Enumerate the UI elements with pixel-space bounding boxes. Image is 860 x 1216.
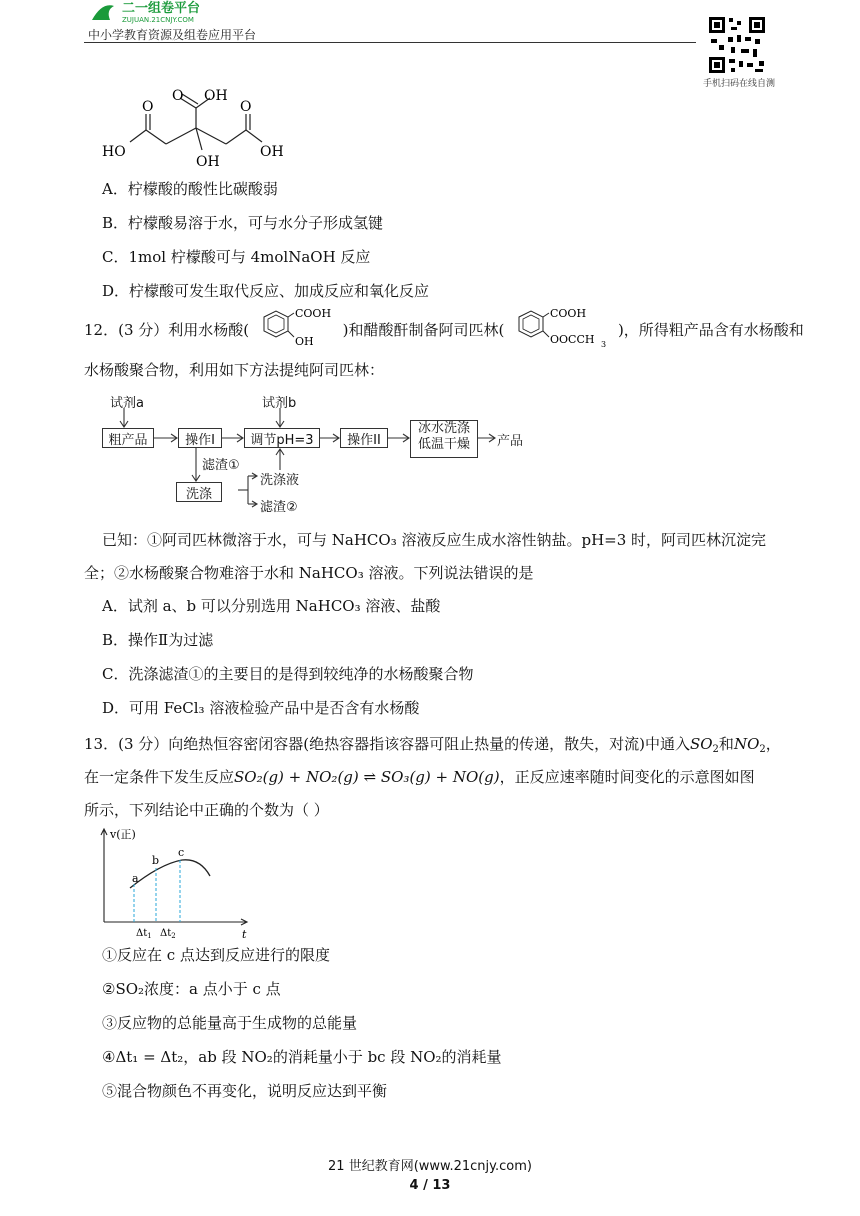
q12-known-line1: 已知：①阿司匹林微溶于水，可与 NaHCO₃ 溶液反应生成水溶性钠盐。pH=3 时，阿司匹林沉淀完 <box>102 531 767 549</box>
operation2-box: 操作II <box>340 428 388 448</box>
q13-statement-1: ①反应在 c 点达到反应进行的限度 <box>102 946 330 964</box>
q11-option-d: D．柠檬酸可发生取代反应、加成反应和氧化反应 <box>102 282 430 300</box>
product-label: 产品 <box>497 434 524 449</box>
footer-site: 21 世纪教育网(www.21cnjy.com) <box>328 1159 532 1174</box>
q13-statement-2: ②SO₂浓度：a 点小于 c 点 <box>102 980 281 998</box>
page-number: 4 / 13 <box>409 1178 451 1193</box>
q12-stem-line2: 水杨酸聚合物，利用如下方法提纯阿司匹林： <box>84 361 385 379</box>
q13-stem-line1: 13．(3 分）向绝热恒容密闭容器(绝热容器指该容器可阻止热量的传递，散失，对流)中通入$SO_2$和$NO_2$， <box>84 735 781 755</box>
wash-dry-line2: 低温干燥 <box>417 437 470 452</box>
q13-stem-line3: 所示，下列结论中正确的个数为（ ） <box>84 801 329 819</box>
structure-label: O <box>240 99 252 115</box>
q12-known-line2: 全；②水杨酸聚合物难溶于水和 NaHCO₃ 溶液。下列说法错误的是 <box>84 564 534 582</box>
aspirin-structure <box>509 309 613 349</box>
structure-label: OH <box>260 144 284 160</box>
structure-label: O <box>142 99 154 115</box>
q12-stem-c: )，所得粗产品含有水杨酸和 <box>617 321 804 339</box>
q11-option-b: B．柠檬酸易溶于水，可与水分子形成氢键 <box>102 214 384 232</box>
logo-runner-icon <box>92 5 114 20</box>
point-a-label: a <box>132 872 139 885</box>
rate-time-graph <box>96 826 256 942</box>
y-axis-label: v(正) <box>110 828 136 841</box>
wash-dry-line1: 冰水洗涤 <box>417 421 470 436</box>
q12-stem-b: )和醋酸酐制备阿司匹林( <box>342 321 505 339</box>
residue2-label: 滤渣② <box>260 500 298 515</box>
reagent-a-label: 试剂a <box>110 396 144 411</box>
q12-option-c: C．洗涤滤渣①的主要目的是得到较纯净的水杨酸聚合物 <box>102 665 474 683</box>
q12-stem-a: 12．(3 分）利用水杨酸( <box>84 321 250 339</box>
asp-label: COOH <box>550 309 587 320</box>
q12-option-b: B．操作Ⅱ为过滤 <box>102 631 214 649</box>
q13-statement-5: ⑤混合物颜色不再变化，说明反应达到平衡 <box>102 1082 388 1100</box>
asp-label: 3 <box>601 340 607 349</box>
citric-acid-structure <box>100 84 300 174</box>
structure-label: OH <box>196 154 220 170</box>
structure-label: O <box>172 88 184 104</box>
wash-dry-box <box>410 420 478 458</box>
q13-statement-3: ③反应物的总能量高于生成物的总能量 <box>102 1014 358 1032</box>
reagent-b-label: 试剂b <box>262 396 297 411</box>
point-b-label: b <box>152 854 160 867</box>
point-c-label: c <box>178 846 185 859</box>
logo-text: 二一组卷平台 <box>122 1 201 16</box>
operation1-box: 操作I <box>178 428 222 448</box>
crude-product-box: 粗产品 <box>102 428 154 448</box>
residue1-label: 滤渣① <box>202 458 240 473</box>
qr-caption: 手机扫码在线自测 <box>702 79 775 89</box>
header-rule <box>84 42 696 43</box>
qr-code-icon <box>707 15 767 75</box>
wash-liquid-label: 洗涤液 <box>260 473 300 488</box>
reaction-equation: SO₂(g) + NO₂(g) ⇌ SO₃(g) + NO(g) <box>234 768 500 786</box>
q11-option-c: C．1mol 柠檬酸可与 4molNaOH 反应 <box>102 248 371 266</box>
q13-stem-line2: 在一定条件下发生反应SO₂(g) + NO₂(g) ⇌ SO₃(g) + NO(g)，正反应速率随时间变化的示意图如图 <box>84 768 755 786</box>
q11-option-a: A．柠檬酸的酸性比碳酸弱 <box>102 180 278 198</box>
salicylic-acid-structure <box>254 309 338 348</box>
logo-url-text: ZUJUAN.21CNJY.COM <box>122 16 194 24</box>
q12-stem-line1 <box>84 309 804 349</box>
sal-label: COOH <box>294 309 331 320</box>
structure-label: OH <box>204 88 228 104</box>
purification-flowchart <box>100 392 540 514</box>
q12-option-a: A．试剂 a、b 可以分别选用 NaHCO₃ 溶液、盐酸 <box>102 597 441 615</box>
q12-option-d: D．可用 FeCl₃ 溶液检验产品中是否含有水杨酸 <box>102 699 420 717</box>
structure-label: HO <box>102 144 126 160</box>
dt2-label: $\Delta t_2$ <box>160 928 176 940</box>
x-axis-label: t <box>242 928 247 941</box>
wash-box: 洗涤 <box>176 482 222 502</box>
header-logo <box>88 0 268 22</box>
header-subtitle: 中小学教育资源及组卷应用平台 <box>88 28 257 42</box>
q13-statement-4: ④Δt₁ = Δt₂，ab 段 NO₂的消耗量小于 bc 段 NO₂的消耗量 <box>102 1048 502 1066</box>
asp-label: OOCCH <box>550 333 595 346</box>
dt1-label: $\Delta t_1$ <box>136 928 152 940</box>
adjust-ph-box: 调节pH=3 <box>244 428 320 448</box>
sal-label: OH <box>294 335 314 348</box>
